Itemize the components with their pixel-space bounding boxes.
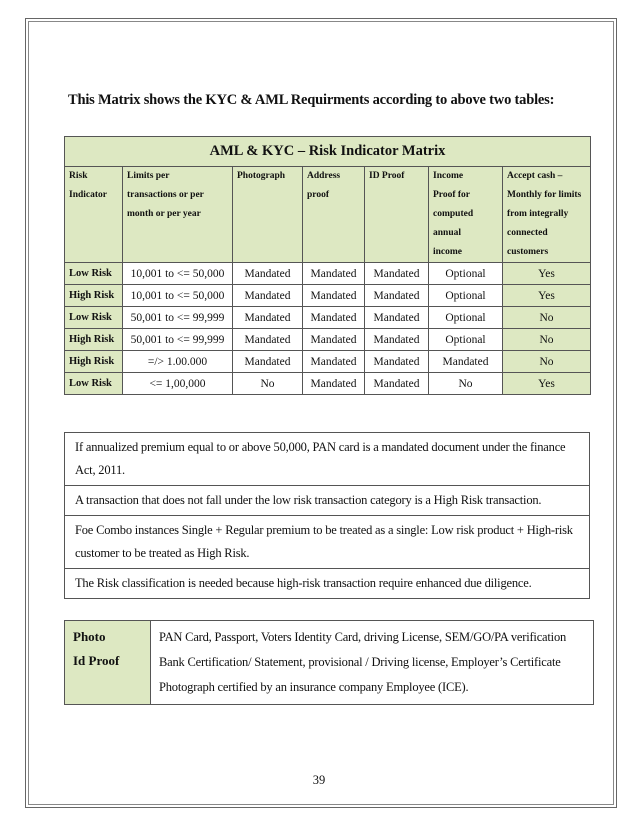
matrix-header-line: Photograph: [237, 171, 286, 181]
matrix-cell: No: [503, 351, 591, 373]
matrix-header-line: Income: [433, 171, 464, 181]
matrix-header-cell: [365, 167, 429, 263]
matrix-header-line: Address: [307, 171, 341, 181]
matrix-cell: Mandated: [233, 329, 303, 351]
matrix-cell: No: [503, 329, 591, 351]
matrix-cell: Mandated: [365, 351, 429, 373]
matrix-header-line: transactions or per: [127, 190, 204, 200]
matrix-header-cell: [503, 167, 591, 263]
note-text: Foe Combo instances Single + Regular premium to be treated as a single: Low risk product + High-risk customer to be treated as High Risk.: [65, 516, 590, 569]
risk-label-cell: High Risk: [65, 351, 123, 373]
matrix-cell: Mandated: [303, 373, 365, 395]
documents-table: [64, 620, 594, 705]
matrix-header-line: from integrally: [507, 209, 569, 219]
matrix-cell: Mandated: [303, 329, 365, 351]
risk-label-cell: High Risk: [65, 285, 123, 307]
note-row: [65, 569, 590, 599]
note-text: A transaction that does not fall under the low risk transaction category is a High Risk transaction.: [65, 486, 590, 516]
matrix-header-line: ID Proof: [369, 171, 405, 181]
photo-key: Photo: [73, 629, 106, 644]
matrix-header-line: Accept cash –: [507, 171, 563, 181]
matrix-cell: <= 1,00,000: [123, 373, 233, 395]
matrix-header-line: month or per year: [127, 209, 201, 219]
document-values-cell: [151, 621, 594, 705]
matrix-header-line: Proof for: [433, 190, 471, 200]
matrix-cell: Mandated: [365, 329, 429, 351]
risk-label-cell: Low Risk: [65, 373, 123, 395]
note-text: The Risk classification is needed because high-risk transaction require enhanced due diligence.: [65, 569, 590, 599]
section-heading: This Matrix shows the KYC & AML Requirments according to above two tables:: [68, 92, 555, 108]
matrix-cell: 50,001 to <= 99,999: [123, 307, 233, 329]
matrix-cell: Optional: [429, 329, 503, 351]
matrix-cell: Yes: [503, 373, 591, 395]
note-row: [65, 433, 590, 486]
id-proof-documents-line: Bank Certification/ Statement, provisional / Driving license, Employer’s Certificate: [159, 655, 561, 669]
notes-table: [64, 432, 590, 599]
matrix-cell: Mandated: [429, 351, 503, 373]
matrix-row: [65, 351, 591, 373]
matrix-body: [65, 263, 591, 395]
matrix-header-line: computed: [433, 209, 474, 219]
matrix-header-cell: [429, 167, 503, 263]
document-keys-cell: [65, 621, 151, 705]
matrix-cell: Mandated: [233, 285, 303, 307]
matrix-header-line: income: [433, 247, 463, 257]
matrix-row: [65, 307, 591, 329]
matrix-header-cell: [303, 167, 365, 263]
matrix-header-line: Indicator: [69, 190, 107, 200]
risk-label-cell: High Risk: [65, 329, 123, 351]
certified-photo-line: Photograph certified by an insurance company Employee (ICE).: [159, 680, 469, 694]
matrix-cell: Mandated: [303, 263, 365, 285]
matrix-cell: =/> 1.00.000: [123, 351, 233, 373]
note-row: [65, 486, 590, 516]
photo-documents-line: PAN Card, Passport, Voters Identity Card, driving License, SEM/GO/PA verification: [159, 630, 567, 644]
matrix-row: [65, 329, 591, 351]
matrix-cell: 10,001 to <= 50,000: [123, 263, 233, 285]
matrix-cell: No: [429, 373, 503, 395]
note-text: If annualized premium equal to or above 50,000, PAN card is a mandated document under the finance Act, 2011.: [65, 433, 590, 486]
id-proof-key: Id Proof: [73, 653, 120, 668]
matrix-header-line: Risk: [69, 171, 88, 181]
matrix-header-cell: [65, 167, 123, 263]
matrix-row: [65, 263, 591, 285]
matrix-cell: Mandated: [365, 373, 429, 395]
matrix-header-line: Monthly for limits: [507, 190, 582, 200]
matrix-cell: Optional: [429, 285, 503, 307]
matrix-cell: Mandated: [365, 263, 429, 285]
matrix-header-line: Limits per: [127, 171, 170, 181]
matrix-cell: Mandated: [303, 285, 365, 307]
matrix-header-line: annual: [433, 228, 461, 238]
matrix-row: [65, 285, 591, 307]
matrix-cell: Mandated: [233, 351, 303, 373]
matrix-header-line: connected: [507, 228, 548, 238]
matrix-cell: Yes: [503, 285, 591, 307]
risk-label-cell: Low Risk: [65, 263, 123, 285]
risk-indicator-matrix: [64, 136, 591, 395]
matrix-cell: 50,001 to <= 99,999: [123, 329, 233, 351]
matrix-cell: Optional: [429, 263, 503, 285]
risk-label-cell: Low Risk: [65, 307, 123, 329]
note-row: [65, 516, 590, 569]
matrix-cell: 10,001 to <= 50,000: [123, 285, 233, 307]
matrix-header-cell: [233, 167, 303, 263]
matrix-cell: No: [503, 307, 591, 329]
matrix-cell: Mandated: [303, 351, 365, 373]
matrix-cell: Mandated: [303, 307, 365, 329]
matrix-cell: No: [233, 373, 303, 395]
matrix-header-line: proof: [307, 190, 329, 200]
matrix-header-row: [65, 167, 591, 263]
matrix-cell: Optional: [429, 307, 503, 329]
matrix-cell: Mandated: [365, 285, 429, 307]
matrix-row: [65, 373, 591, 395]
matrix-cell: Yes: [503, 263, 591, 285]
matrix-title: AML & KYC – Risk Indicator Matrix: [65, 137, 591, 167]
matrix-header-line: customers: [507, 247, 549, 257]
matrix-cell: Mandated: [365, 307, 429, 329]
matrix-cell: Mandated: [233, 307, 303, 329]
page-number: 39: [312, 773, 326, 787]
matrix-cell: Mandated: [233, 263, 303, 285]
matrix-header-cell: [123, 167, 233, 263]
